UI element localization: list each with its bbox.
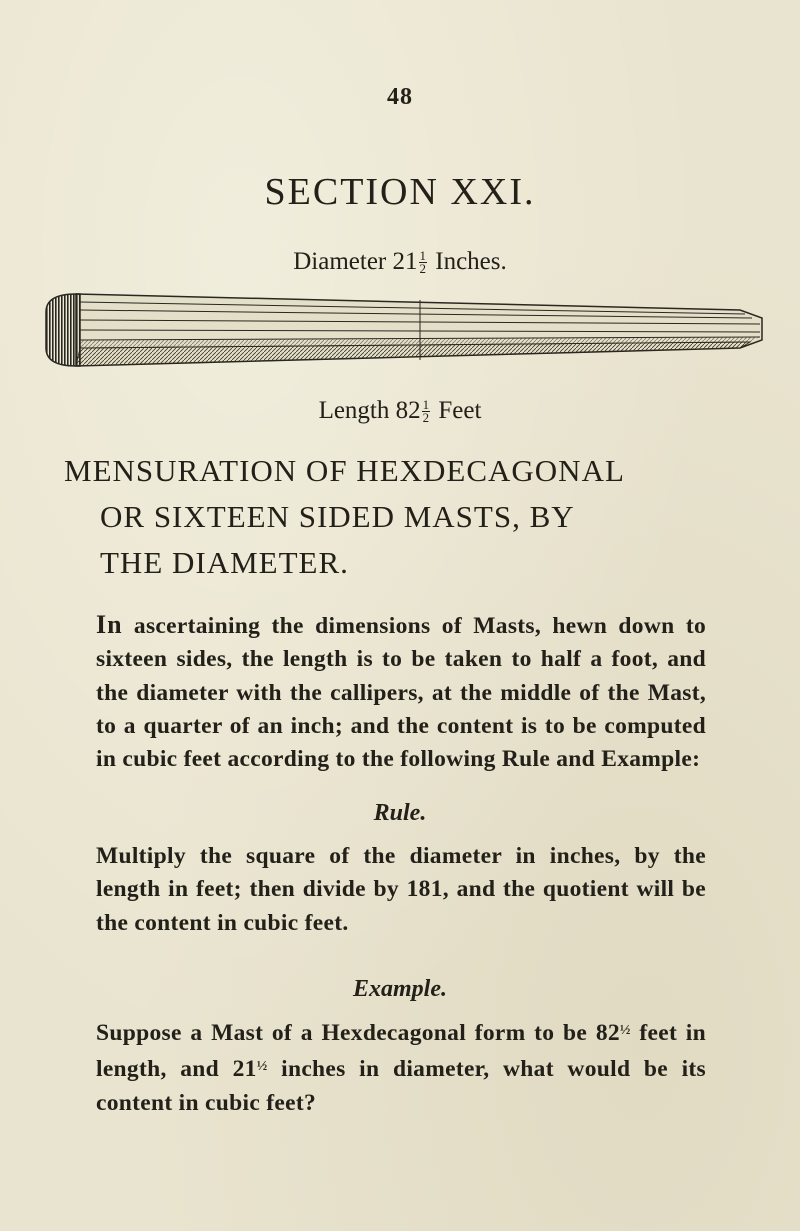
rule-paragraph: Multiply the square of the diameter in inches, by the length in feet; then divide by 181, and the quotient will be the content in cubic feet. — [96, 843, 706, 936]
length-fraction-numerator: 1 — [422, 397, 430, 412]
intro-paragraph-text: ascertaining the dimensions of Masts, hewn down to sixteen sides, the length is to be taken to half a foot, and the diameter with the callipers, at the middle of the Mast, to a quarter of an inch; and the content is to be computed in cubic feet according to the following Rule and Example: — [96, 613, 706, 773]
section-title: SECTION XXI. — [264, 171, 536, 213]
heading-line-1: MENSURATION OF HEXDECAGONAL — [64, 453, 625, 488]
chapter-heading — [64, 448, 744, 586]
diameter-caption-suffix: Inches. — [435, 248, 507, 275]
intro-paragraph — [96, 608, 706, 776]
diameter-caption — [0, 248, 800, 276]
example-heading: Example. — [353, 976, 447, 1002]
example-fraction-2: ½ — [256, 1059, 268, 1075]
example-fraction-1: ½ — [619, 1023, 631, 1038]
example-text-part-3: inches in diameter, what would be its content in cubic feet? — [96, 1056, 706, 1116]
example-text-part-2: feet in length, and 21 — [96, 1020, 706, 1083]
heading-line-3: THE DIAMETER. — [100, 545, 349, 580]
length-caption-suffix: Feet — [438, 397, 482, 424]
diameter-caption-prefix: Diameter 21 — [293, 248, 418, 275]
diameter-fraction-numerator: 1 — [419, 248, 426, 263]
diameter-fraction-denominator: 2 — [419, 261, 426, 276]
length-fraction — [422, 399, 431, 424]
heading-line-2: OR SIXTEEN SIDED MASTS, BY — [100, 499, 575, 534]
rule-heading: Rule. — [373, 800, 427, 826]
length-fraction-denominator: 2 — [422, 410, 430, 425]
drop-cap: In — [96, 610, 123, 639]
length-caption-prefix: Length 82 — [318, 397, 421, 424]
mast-illustration — [40, 288, 768, 370]
page-number: 48 — [387, 84, 413, 110]
example-paragraph — [96, 1014, 706, 1120]
example-text-part-1: Suppose a Mast of a Hexdecagonal form to be 82 — [96, 1020, 620, 1046]
length-caption — [0, 397, 800, 425]
diameter-fraction — [419, 250, 428, 275]
